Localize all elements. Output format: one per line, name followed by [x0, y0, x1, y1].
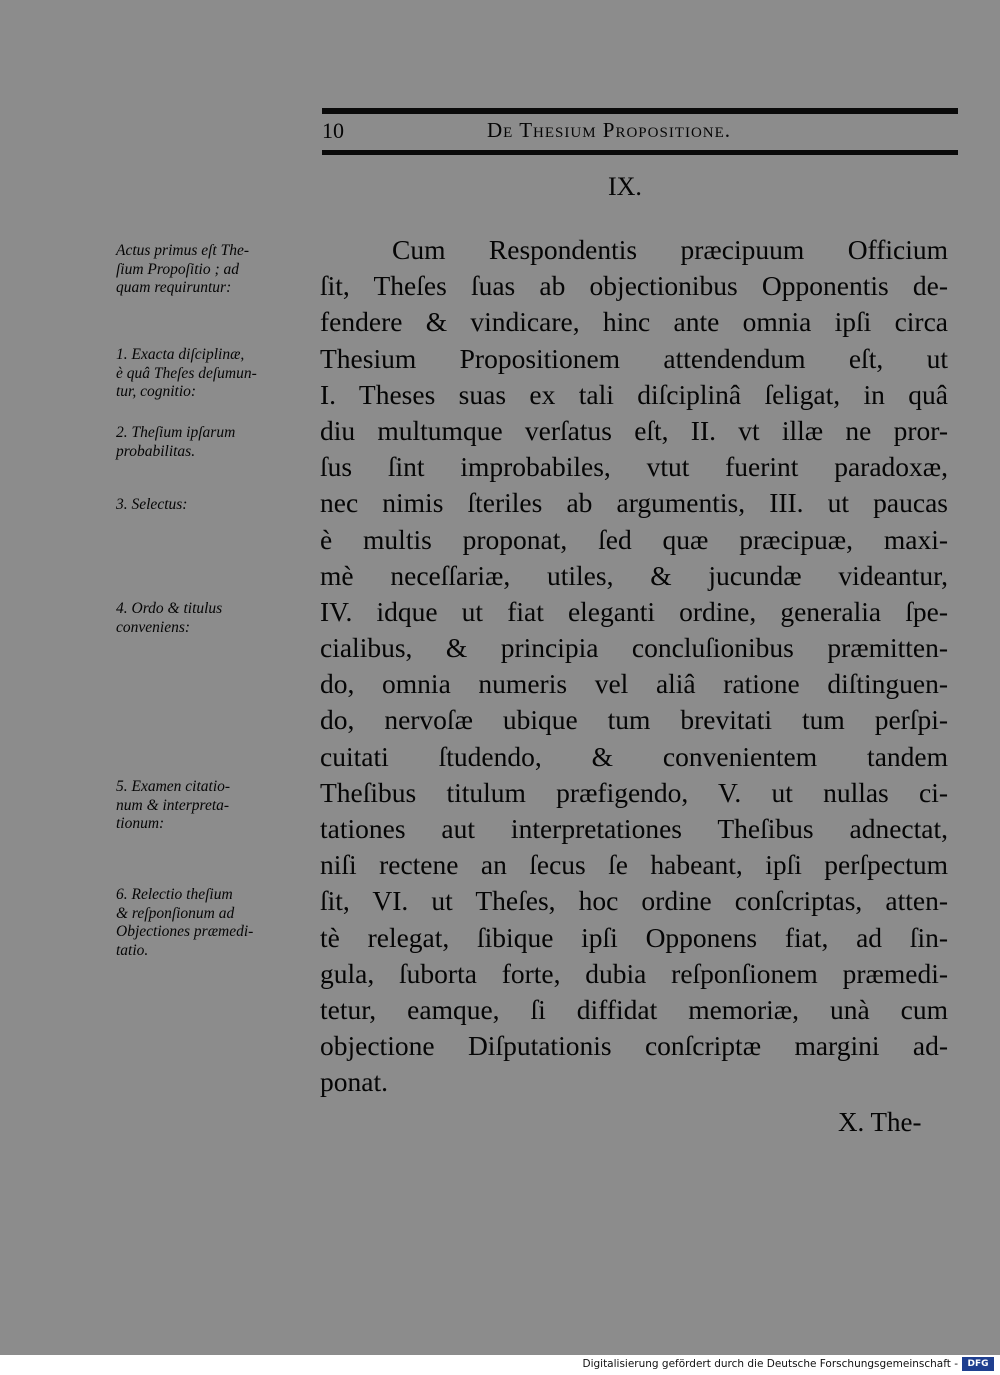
- body-text: [320, 232, 948, 1101]
- body-line: nec nimis ſteriles ab argumentis, III. ut paucas: [320, 487, 948, 519]
- page-number: 10: [322, 118, 344, 143]
- body-line: ſit, Theſes ſuas ab objectionibus Opponentis de-: [320, 270, 948, 302]
- body-line: tè relegat, ſibique ipſi Opponens fiat, ad ſin-: [320, 921, 948, 953]
- body-line: ſit, VI. ut Theſes, hoc ordine conſcriptas, atten-: [320, 885, 948, 917]
- body-line: ſus ſint improbabiles, vtut fuerint paradoxæ,: [320, 451, 948, 483]
- margin-note-line: probabilitas.: [116, 442, 196, 460]
- body-line: niſi rectene an ſecus ſe habeant, ipſi perſpectum: [320, 849, 948, 881]
- body-line: do, omnia numeris vel aliâ ratione diſtinguen-: [320, 668, 948, 700]
- body-line: è multis proponat, ſed quæ præcipuæ, maxi-: [320, 523, 948, 555]
- margin-note-line: 3. Selectus:: [116, 496, 188, 513]
- margin-note-line: & reſponſionum ad: [116, 904, 235, 922]
- margin-note-line: 1. Exacta diſciplinæ,: [116, 346, 245, 363]
- body-line: cialibus, & principia concluſionibus præmitten-: [320, 632, 948, 664]
- margin-note-line: 2. Theſium ipſarum: [116, 424, 236, 441]
- section-number: IX.: [608, 172, 642, 201]
- digitization-footer: [0, 1355, 1000, 1375]
- running-title: De Thesium Propositione.: [487, 118, 732, 142]
- margin-note-line: tatio.: [116, 941, 149, 959]
- body-line: cuitati ſtudendo, & convenientem tandem: [320, 740, 948, 772]
- margin-note-line: è quâ Theſes deſumun-: [116, 364, 257, 382]
- margin-note-line: ſium Propoſitio ; ad: [116, 260, 239, 278]
- body-line: mè neceſſariæ, utiles, & jucundæ videantur,: [320, 559, 948, 591]
- body-line: tetur, eamque, ſi diffidat memoriæ, unà cum: [320, 993, 948, 1025]
- margin-note: [116, 242, 321, 298]
- margin-note-line: 6. Relectio theſium: [116, 886, 233, 903]
- dfg-logo: DFG: [962, 1357, 994, 1371]
- margin-note: [116, 778, 321, 834]
- catchword: X. The-: [838, 1107, 922, 1137]
- margin-note: [116, 346, 321, 402]
- running-header: [322, 118, 958, 144]
- margin-note-line: 4. Ordo & titulus: [116, 600, 223, 617]
- body-line: ponat.: [320, 1066, 388, 1098]
- body-line: fendere & vindicare, hinc ante omnia ipſi circa: [320, 306, 948, 338]
- margin-note: [116, 424, 321, 461]
- body-line: do, nervoſæ ubique tum brevitati tum perſpi-: [320, 704, 948, 736]
- margin-note-line: conveniens:: [116, 618, 191, 636]
- body-line: objectione Diſputationis conſcriptæ margini ad-: [320, 1030, 948, 1062]
- margin-note: [116, 600, 321, 637]
- header-rule-top: [322, 108, 958, 114]
- body-line: Theſibus titulum præfigendo, V. ut nullas ci-: [320, 776, 948, 808]
- body-line: I. Theses suas ex tali diſciplinâ ſeligat, in quâ: [320, 378, 948, 410]
- margin-note: [116, 886, 321, 960]
- margin-note-line: num & interpreta-: [116, 796, 230, 814]
- body-line: Thesium Propositionem attendendum eſt, ut: [320, 342, 948, 374]
- body-line: Cum Respondentis præcipuum Officium: [392, 234, 948, 265]
- body-line: tationes aut interpretationes Theſibus adnectat,: [320, 813, 948, 844]
- margin-note-line: Objectiones præmedi-: [116, 923, 254, 940]
- body-line: gula, ſuborta forte, dubia reſponſionem præmedi-: [320, 957, 948, 989]
- margin-note-line: tur, cognitio:: [116, 383, 197, 400]
- body-line: IV. idque ut fiat eleganti ordine, generalia ſpe-: [320, 595, 948, 627]
- header-rule-bottom: [322, 150, 958, 155]
- footer-credit: Digitalisierung gefördert durch die Deutsche Forschungsgemeinschaft -: [582, 1358, 958, 1370]
- margin-note-line: 5. Examen citatio-: [116, 778, 231, 795]
- margin-note: [116, 496, 321, 515]
- margin-note-line: Actus primus eſt The-: [116, 242, 250, 259]
- margin-note-line: quam requiruntur:: [116, 279, 232, 296]
- body-line: diu multumque verſatus eſt, II. vt illæ ne pror-: [320, 414, 948, 446]
- margin-note-line: tionum:: [116, 815, 165, 832]
